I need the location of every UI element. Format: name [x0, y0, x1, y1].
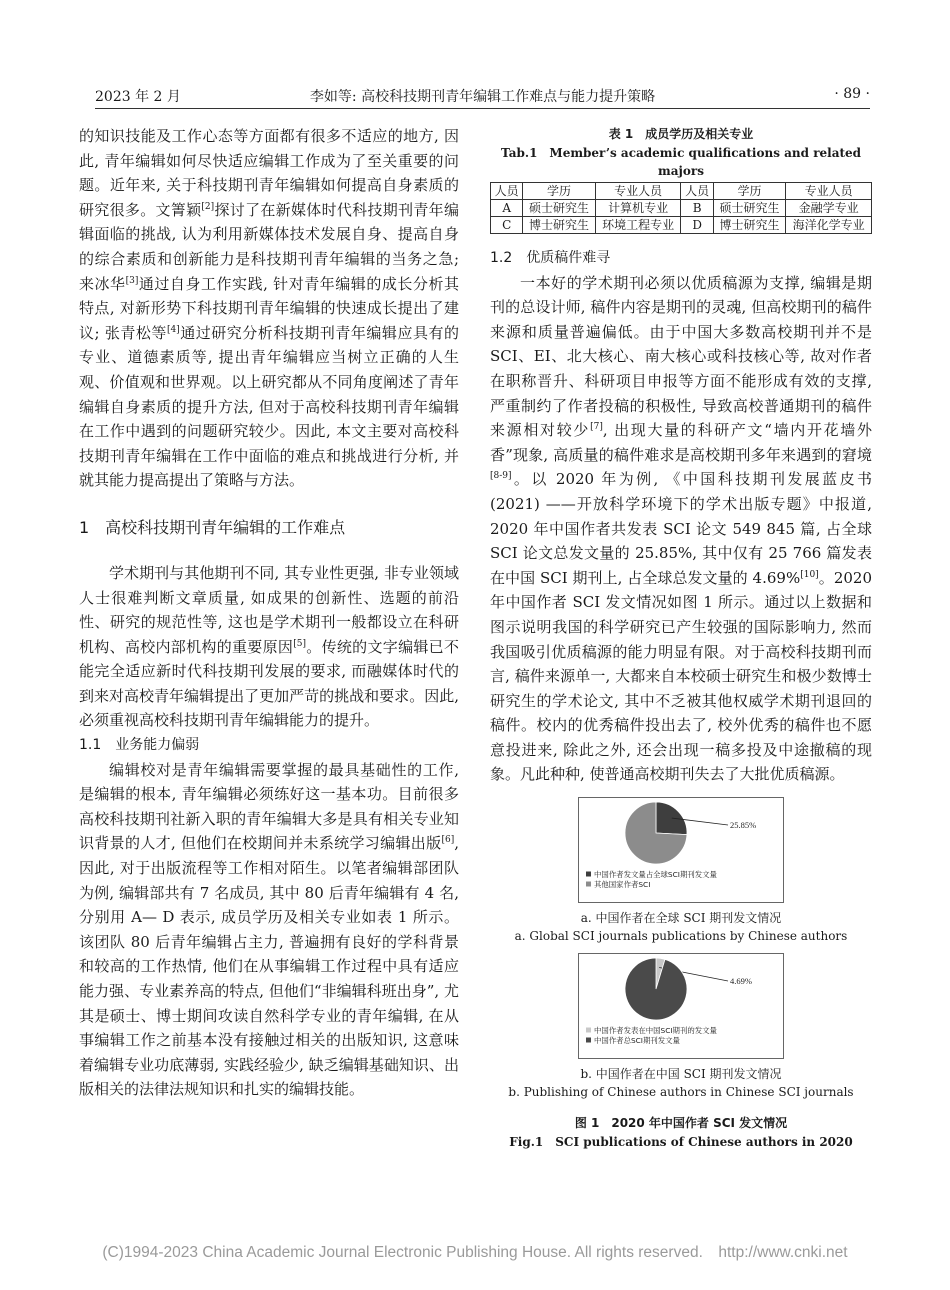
table-header: 人员: [681, 183, 713, 200]
table-cell: D: [681, 217, 713, 234]
table-cell: 计算机专业: [595, 200, 681, 217]
legend-item: 中国作者发文量占全球SCI期刊发文量: [594, 870, 717, 880]
data-label: 4.69%: [730, 976, 752, 987]
section-heading-1-2: 1.2 优质稿件难寻: [490, 250, 611, 266]
copyright-footer: (C)1994-2023 China Academic Journal Electronic Publishing House. All rights reserved. http://www.cnki.net: [102, 1244, 848, 1261]
paragraph-section-1-1: 编辑校对是青年编辑需要掌握的最具基础性的工作, 是编辑的根本, 青年编辑必须练好这一基本功。目前很多高校科技期刊社新入职的青年编辑大多是具有相关专业知识背景的人才, 但他们在校期间并未系统学习编辑出版[6], 因此, 对于出版流程等工作相对陌生。以笔者编辑部团队为例, 编辑部共有 7 名成员, 其中 80 后青年编辑有 4 名, 分别用 A— D 表示, 成员学历及相关专业如表 1 所示。该团队 80 后青年编辑占主力, 普遍拥有良好的学科背景和较高的工作热情, 他们在从事编辑工作过程中具有适应能力强、专业素养高的特点, 但他们“非编辑科班出身”, 尤其是硕士、博士期间攻读自然科学专业的青年编辑, 在从事编辑工作之前基本没有接触过相关的出版知识, 这意味着编辑专业功底薄弱, 实践经验少, 缺乏编辑基础知识、出版相关的法律法规知识和扎实的编辑技能。: [79, 760, 459, 1099]
table-header: 学历: [523, 183, 595, 200]
legend-item: 中国作者总SCI期刊发文量: [594, 1036, 680, 1046]
pie-slice: [625, 958, 687, 1020]
citation: [2]: [201, 201, 215, 212]
figure-b-caption-en: b. Publishing of Chinese authors in Chinese SCI journals: [508, 1085, 854, 1100]
legend-swatch: [586, 1028, 591, 1033]
table-cell: A: [491, 200, 523, 217]
citation: [5]: [293, 638, 306, 649]
page-number: · 89 ·: [834, 86, 870, 102]
figure-a-caption-en: a. Global SCI journals publications by Chinese authors: [514, 929, 848, 944]
legend-swatch: [586, 882, 591, 887]
table-cell: 环境工程专业: [595, 217, 681, 234]
paragraph-section-1-2: 一本好的学术期刊必须以优质稿源为支撑, 编辑是期刊的总设计师, 稿件内容是期刊的灵魂, 但高校期刊的稿件来源和质量普遍偏低。由于中国大多数高校期刊并不是 SCI、EI、北大核心、南大核心或科技核心等, 故对作者在职称晋升、科研项目申报等方面不能形成有效的支撑, 严重制约了作者投稿的积极性, 导致高校普通期刊的稿件来源相对较少[7], 出现大量的科研产文“墙内开花墙外香”现象, 高质量的稿件难求是高校期刊多年来遇到的窘境[8-9]。以 2020 年为例, 《中国科技期刊发展蓝皮书 (2021) ——开放科学环境下的学术出版专题》中报道, 2020 年中国作者共发表 SCI 论文 549 845 篇, 占全球 SCI 论文总发文量的 25.85%, 其中仅有 25 766 篇发表在中国 SCI 期刊上, 占全球总发文量的 4.69%[10]。2020 年中国作者 SCI 发文情况如图 1 所示。通过以上数据和图示说明我国的科学研究已产生较强的国际影响力, 然而我国吸引优质稿源的能力明显有限。对于高校科技期刊而言, 稿件来源单一, 大都来自本校硕士研究生和极少数博士研究生的学术论文, 其中不乏被其他权威学术期刊退回的稿件。校内的优秀稿件投出去了, 校外优秀的稿件也不愿意投进来, 除此之外, 还会出现一稿多投及中途撤稿的现象。凡此种种, 使普通高校期刊失去了大批优质稿源。: [490, 273, 872, 784]
citation: [4]: [166, 324, 180, 335]
data-label: 25.85%: [730, 820, 757, 831]
legend-swatch: [586, 1038, 591, 1043]
figure-a: [578, 797, 784, 903]
citation: [3]: [125, 275, 139, 286]
legend-item: 其他国家作者SCI: [594, 880, 651, 890]
figure-caption-cn: 图 1 2020 年中国作者 SCI 发文情况: [574, 1116, 788, 1131]
table-header: 人员: [491, 183, 523, 200]
figure-b-caption-cn: b. 中国作者在中国 SCI 期刊发文情况: [580, 1067, 782, 1082]
citation: [10]: [800, 569, 819, 580]
table-caption-en: Tab.1 Member’s academic qualifications and related majors: [500, 146, 862, 178]
figure-a-caption-cn: a. 中国作者在全球 SCI 期刊发文情况: [580, 911, 782, 926]
header-date: 2023 年 2 月: [95, 89, 181, 105]
members-table: [490, 182, 872, 234]
pie-chart-a: [578, 797, 784, 903]
table-row: [491, 200, 872, 217]
citation: [7]: [590, 422, 603, 433]
table-cell: C: [491, 217, 523, 234]
paragraph-intro: 的知识技能及工作心态等方面都有很多不适应的地方, 因此, 青年编辑如何尽快适应编辑工作成为了至关重要的问题。近年来, 关于科技期刊青年编辑如何提高自身素质的研究很多。文箐颖[2]探讨了在新媒体时代科技期刊青年编辑面临的挑战, 认为利用新媒体技术发展自身、提高自身的综合素质和创新能力是科技期刊青年编辑的当务之急; 来冰华[3]通过自身工作实践, 针对青年编辑的成长分析其特点, 对新形势下科技期刊青年编辑的快速成长提出了建议; 张青松等[4]通过研究分析科技期刊青年编辑应具有的专业、道德素质等, 提出青年编辑应当树立正确的人生观、价值观和世界观。以上研究都从不同角度阐述了青年编辑自身素质的提升方法, 但对于高校科技期刊青年编辑在工作中遇到的问题研究较少。因此, 本文主要对高校科技期刊青年编辑在工作中面临的难点和挑战进行分析, 并就其能力提高提出了策略与方法。: [79, 127, 459, 490]
table-cell: 海洋化学专业: [786, 217, 872, 234]
table-cell: B: [681, 200, 713, 217]
table-cell: 硕士研究生: [713, 200, 785, 217]
citation: [8-9]: [490, 471, 512, 482]
right-column: [490, 124, 872, 1151]
paragraph-section-1: 学术期刊与其他期刊不同, 其专业性更强, 非专业领域人士很难判断文章质量, 如成果的创新性、选题的前沿性、研究的规范性等, 这也是学术期刊一般都设立在科研机构、高校内部机构的重要原因[5]。传统的文字编辑已不能完全适应新时代科技期刊发展的要求, 而融媒体时代的到来对高校青年编辑提出了更加严苛的挑战和要求。因此, 必须重视高校科技期刊青年编辑能力的提升。: [79, 563, 459, 730]
table-cell: 博士研究生: [523, 217, 595, 234]
running-header: [95, 86, 870, 109]
table-header: 专业人员: [786, 183, 872, 200]
table-header: 专业人员: [595, 183, 681, 200]
section-heading-1: 1 高校科技期刊青年编辑的工作难点: [79, 517, 346, 537]
figure-caption-en: Fig.1 SCI publications of Chinese authors in 2020: [509, 1135, 853, 1150]
legend-swatch: [586, 872, 591, 877]
left-column: [79, 124, 459, 1102]
table-cell: 金融学专业: [786, 200, 872, 217]
table-cell: 博士研究生: [713, 217, 785, 234]
table-header: 学历: [713, 183, 785, 200]
legend-item: 中国作者发表在中国SCI期刊的发文量: [594, 1026, 717, 1036]
section-heading-1-1: 1.1 业务能力偏弱: [79, 737, 200, 754]
table-cell: 硕士研究生: [523, 200, 595, 217]
table-row: [491, 217, 872, 234]
pie-chart-b: [578, 953, 784, 1059]
table-header-row: [491, 183, 872, 200]
table-caption-cn: 表 1 成员学历及相关专业: [608, 127, 754, 141]
figure-b: [578, 953, 784, 1059]
citation: [6]: [441, 835, 455, 846]
header-title: 李如等: 高校科技期刊青年编辑工作难点与能力提升策略: [309, 89, 656, 105]
